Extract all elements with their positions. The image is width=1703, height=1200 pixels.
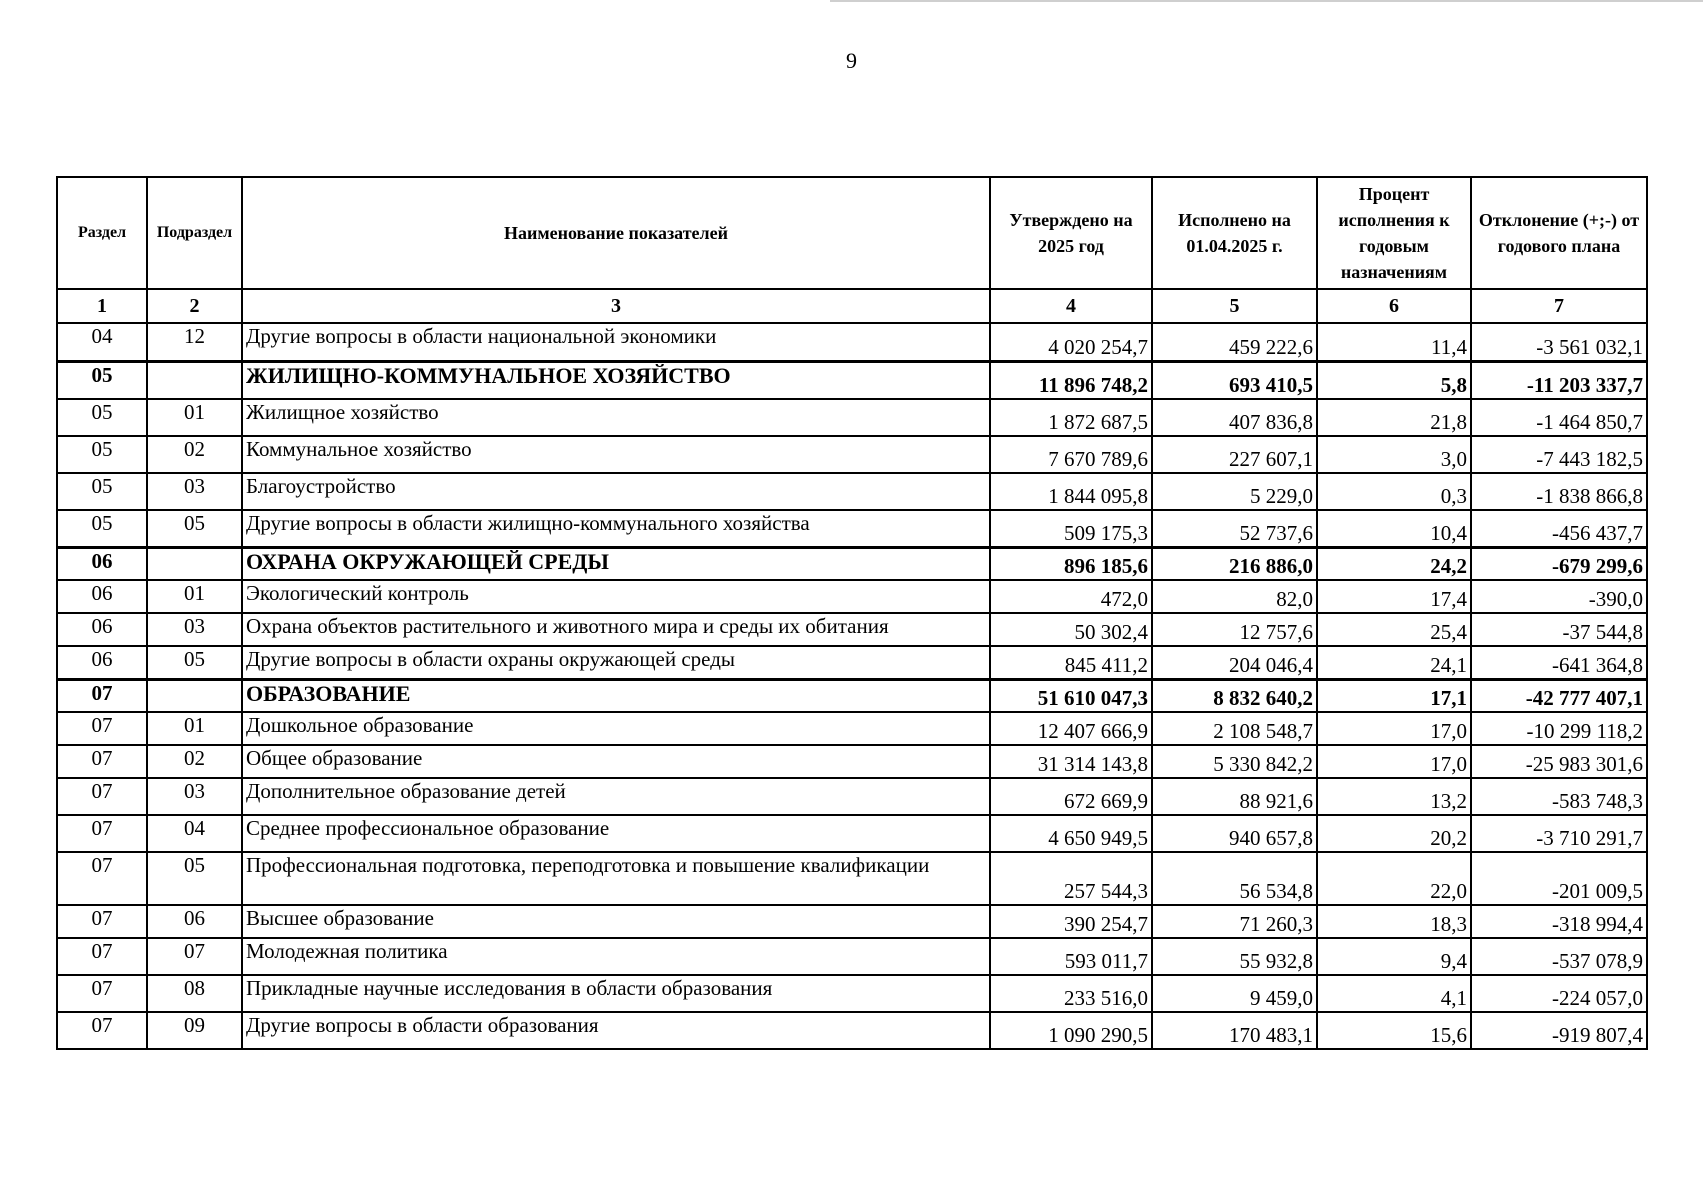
row-percent: 20,2 [1317, 815, 1471, 852]
section-row [57, 679, 1647, 712]
header-executed: Исполнено на 01.04.2025 г. [1152, 177, 1317, 289]
row-percent: 17,0 [1317, 745, 1471, 778]
table-row [57, 905, 1647, 938]
row-name: Другие вопросы в области охраны окружающей среды [242, 646, 990, 679]
row-executed: 56 534,8 [1152, 852, 1317, 905]
table-row [57, 510, 1647, 547]
row-deviation: -7 443 182,5 [1471, 436, 1647, 473]
table-row [57, 580, 1647, 613]
header-deviation: Отклонение (+;-) от годового плана [1471, 177, 1647, 289]
row-razdel: 05 [57, 473, 147, 510]
row-razdel: 07 [57, 975, 147, 1012]
row-approved: 11 896 748,2 [990, 361, 1152, 399]
row-podrazdel: 03 [147, 473, 242, 510]
row-executed: 170 483,1 [1152, 1012, 1317, 1049]
row-podrazdel: 01 [147, 712, 242, 745]
row-executed: 55 932,8 [1152, 938, 1317, 975]
row-executed: 693 410,5 [1152, 361, 1317, 399]
header-row [57, 177, 1647, 289]
row-razdel: 05 [57, 399, 147, 436]
row-deviation: -318 994,4 [1471, 905, 1647, 938]
row-razdel: 07 [57, 679, 147, 712]
row-approved: 390 254,7 [990, 905, 1152, 938]
row-razdel: 07 [57, 815, 147, 852]
row-name: Профессиональная подготовка, переподготовка и повышение квалификации [242, 852, 990, 905]
row-name: ОХРАНА ОКРУЖАЮЩЕЙ СРЕДЫ [242, 547, 990, 580]
table-row [57, 852, 1647, 905]
row-executed: 5 229,0 [1152, 473, 1317, 510]
row-podrazdel: 02 [147, 436, 242, 473]
row-razdel: 07 [57, 905, 147, 938]
table-row [57, 436, 1647, 473]
row-deviation: -583 748,3 [1471, 778, 1647, 815]
row-percent: 18,3 [1317, 905, 1471, 938]
row-deviation: -3 710 291,7 [1471, 815, 1647, 852]
row-deviation: -10 299 118,2 [1471, 712, 1647, 745]
row-razdel: 06 [57, 646, 147, 679]
table-row [57, 613, 1647, 646]
column-number: 3 [242, 289, 990, 323]
row-podrazdel: 03 [147, 778, 242, 815]
row-approved: 472,0 [990, 580, 1152, 613]
column-number: 5 [1152, 289, 1317, 323]
row-podrazdel: 01 [147, 399, 242, 436]
row-name: Коммунальное хозяйство [242, 436, 990, 473]
row-razdel: 05 [57, 436, 147, 473]
row-razdel: 07 [57, 938, 147, 975]
row-deviation: -919 807,4 [1471, 1012, 1647, 1049]
row-podrazdel: 09 [147, 1012, 242, 1049]
row-razdel: 06 [57, 547, 147, 580]
header-name: Наименование показателей [242, 177, 990, 289]
page-number: 9 [846, 48, 857, 73]
table-row [57, 975, 1647, 1012]
row-razdel: 05 [57, 510, 147, 547]
row-podrazdel [147, 547, 242, 580]
row-executed: 9 459,0 [1152, 975, 1317, 1012]
row-podrazdel: 12 [147, 323, 242, 361]
row-percent: 15,6 [1317, 1012, 1471, 1049]
row-razdel: 06 [57, 580, 147, 613]
row-deviation: -641 364,8 [1471, 646, 1647, 679]
row-percent: 24,2 [1317, 547, 1471, 580]
row-executed: 52 737,6 [1152, 510, 1317, 547]
header-percent: Процент исполнения к годовым назначениям [1317, 177, 1471, 289]
row-name: Общее образование [242, 745, 990, 778]
row-percent: 17,4 [1317, 580, 1471, 613]
row-name: Дополнительное образование детей [242, 778, 990, 815]
column-number: 1 [57, 289, 147, 323]
row-approved: 672 669,9 [990, 778, 1152, 815]
column-number: 4 [990, 289, 1152, 323]
row-podrazdel: 05 [147, 852, 242, 905]
row-name: Другие вопросы в области жилищно-коммунального хозяйства [242, 510, 990, 547]
row-deviation: -390,0 [1471, 580, 1647, 613]
row-approved: 896 185,6 [990, 547, 1152, 580]
row-deviation: -456 437,7 [1471, 510, 1647, 547]
row-podrazdel: 08 [147, 975, 242, 1012]
row-approved: 12 407 666,9 [990, 712, 1152, 745]
row-approved: 4 020 254,7 [990, 323, 1152, 361]
row-percent: 5,8 [1317, 361, 1471, 399]
table-row [57, 473, 1647, 510]
row-percent: 13,2 [1317, 778, 1471, 815]
row-podrazdel: 02 [147, 745, 242, 778]
row-deviation: -1 464 850,7 [1471, 399, 1647, 436]
column-number: 6 [1317, 289, 1471, 323]
row-approved: 31 314 143,8 [990, 745, 1152, 778]
row-name: Молодежная политика [242, 938, 990, 975]
row-name: Экологический контроль [242, 580, 990, 613]
row-percent: 4,1 [1317, 975, 1471, 1012]
row-deviation: -537 078,9 [1471, 938, 1647, 975]
row-executed: 88 921,6 [1152, 778, 1317, 815]
row-executed: 2 108 548,7 [1152, 712, 1317, 745]
row-percent: 24,1 [1317, 646, 1471, 679]
row-percent: 0,3 [1317, 473, 1471, 510]
section-row [57, 547, 1647, 580]
row-percent: 10,4 [1317, 510, 1471, 547]
row-razdel: 07 [57, 745, 147, 778]
row-name: Охрана объектов растительного и животного мира и среды их обитания [242, 613, 990, 646]
row-approved: 1 872 687,5 [990, 399, 1152, 436]
row-name: ОБРАЗОВАНИЕ [242, 679, 990, 712]
row-name: Высшее образование [242, 905, 990, 938]
row-approved: 51 610 047,3 [990, 679, 1152, 712]
row-approved: 257 544,3 [990, 852, 1152, 905]
row-executed: 71 260,3 [1152, 905, 1317, 938]
column-numbers-row [57, 289, 1647, 323]
row-approved: 845 411,2 [990, 646, 1152, 679]
row-executed: 82,0 [1152, 580, 1317, 613]
row-podrazdel: 03 [147, 613, 242, 646]
row-razdel: 05 [57, 361, 147, 399]
row-podrazdel: 06 [147, 905, 242, 938]
row-percent: 21,8 [1317, 399, 1471, 436]
row-executed: 204 046,4 [1152, 646, 1317, 679]
table-row [57, 778, 1647, 815]
table-row [57, 745, 1647, 778]
row-executed: 407 836,8 [1152, 399, 1317, 436]
row-razdel: 07 [57, 1012, 147, 1049]
row-executed: 216 886,0 [1152, 547, 1317, 580]
row-podrazdel [147, 679, 242, 712]
row-razdel: 07 [57, 852, 147, 905]
row-name: Благоустройство [242, 473, 990, 510]
row-deviation: -42 777 407,1 [1471, 679, 1647, 712]
row-executed: 12 757,6 [1152, 613, 1317, 646]
column-number: 2 [147, 289, 242, 323]
row-podrazdel [147, 361, 242, 399]
row-deviation: -37 544,8 [1471, 613, 1647, 646]
row-deviation: -11 203 337,7 [1471, 361, 1647, 399]
row-approved: 4 650 949,5 [990, 815, 1152, 852]
row-approved: 50 302,4 [990, 613, 1152, 646]
row-razdel: 06 [57, 613, 147, 646]
row-podrazdel: 07 [147, 938, 242, 975]
row-percent: 17,0 [1317, 712, 1471, 745]
row-name: ЖИЛИЩНО-КОММУНАЛЬНОЕ ХОЗЯЙСТВО [242, 361, 990, 399]
row-deviation: -201 009,5 [1471, 852, 1647, 905]
row-name: Жилищное хозяйство [242, 399, 990, 436]
row-razdel: 04 [57, 323, 147, 361]
row-executed: 8 832 640,2 [1152, 679, 1317, 712]
table-row [57, 938, 1647, 975]
row-approved: 7 670 789,6 [990, 436, 1152, 473]
row-percent: 17,1 [1317, 679, 1471, 712]
row-approved: 1 844 095,8 [990, 473, 1152, 510]
section-row [57, 361, 1647, 399]
table-row [57, 815, 1647, 852]
row-approved: 1 090 290,5 [990, 1012, 1152, 1049]
row-percent: 11,4 [1317, 323, 1471, 361]
row-percent: 9,4 [1317, 938, 1471, 975]
row-deviation: -25 983 301,6 [1471, 745, 1647, 778]
row-name: Дошкольное образование [242, 712, 990, 745]
row-podrazdel: 05 [147, 646, 242, 679]
row-name: Среднее профессиональное образование [242, 815, 990, 852]
table-row [57, 1012, 1647, 1049]
table-row [57, 712, 1647, 745]
row-percent: 3,0 [1317, 436, 1471, 473]
table-row [57, 399, 1647, 436]
row-podrazdel: 05 [147, 510, 242, 547]
row-percent: 22,0 [1317, 852, 1471, 905]
row-approved: 509 175,3 [990, 510, 1152, 547]
row-executed: 5 330 842,2 [1152, 745, 1317, 778]
row-executed: 459 222,6 [1152, 323, 1317, 361]
row-name: Другие вопросы в области образования [242, 1012, 990, 1049]
row-deviation: -3 561 032,1 [1471, 323, 1647, 361]
row-podrazdel: 01 [147, 580, 242, 613]
row-percent: 25,4 [1317, 613, 1471, 646]
row-executed: 940 657,8 [1152, 815, 1317, 852]
row-razdel: 07 [57, 712, 147, 745]
row-deviation: -1 838 866,8 [1471, 473, 1647, 510]
row-razdel: 07 [57, 778, 147, 815]
row-deviation: -679 299,6 [1471, 547, 1647, 580]
scan-edge-line [830, 0, 1703, 2]
row-name: Другие вопросы в области национальной экономики [242, 323, 990, 361]
row-approved: 233 516,0 [990, 975, 1152, 1012]
row-podrazdel: 04 [147, 815, 242, 852]
column-number: 7 [1471, 289, 1647, 323]
row-name: Прикладные научные исследования в области образования [242, 975, 990, 1012]
table-row [57, 323, 1647, 361]
header-razdel: Раздел [57, 177, 147, 289]
row-approved: 593 011,7 [990, 938, 1152, 975]
row-executed: 227 607,1 [1152, 436, 1317, 473]
table-row [57, 646, 1647, 679]
header-podrazdel: Подраздел [147, 177, 242, 289]
budget-table [56, 176, 1648, 1050]
header-approved: Утверждено на 2025 год [990, 177, 1152, 289]
row-deviation: -224 057,0 [1471, 975, 1647, 1012]
